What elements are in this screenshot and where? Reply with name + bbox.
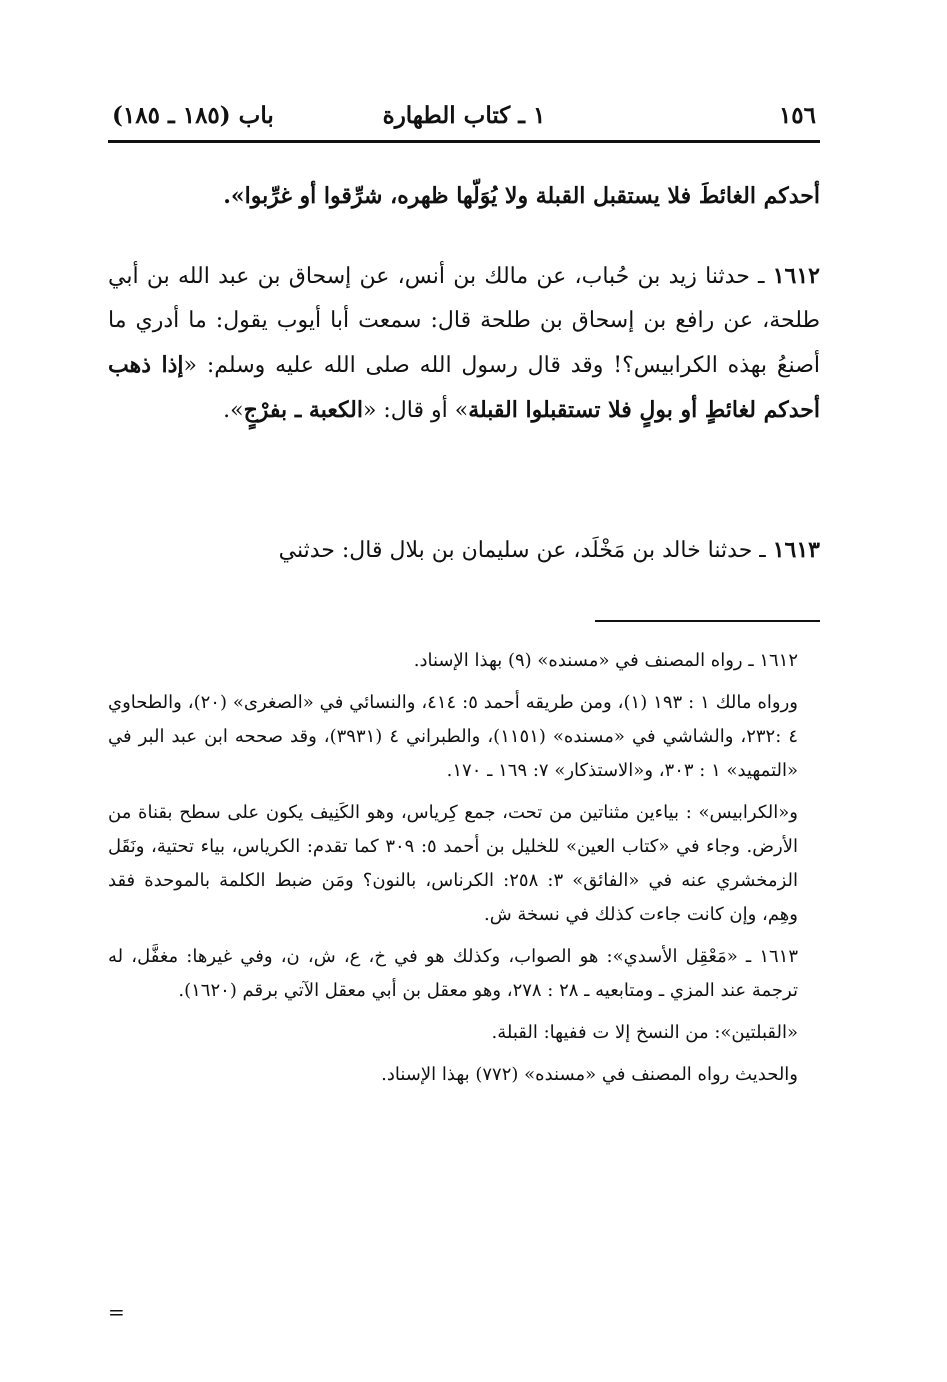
page-header (108, 96, 820, 143)
hadith-text: ـ حدثنا خالد بن مَخْلَد، عن سليمان بن بلال قال: حدثني (278, 538, 773, 563)
hadith-1612 (108, 254, 820, 433)
hadith-1613-paragraph (108, 528, 820, 573)
footnote-qiblatayn: «القبلتين»: من النسخ إلا ت ففيها: القبلة. (491, 1022, 798, 1043)
footnote-1613-source: والحديث رواه المصنف في «مسنده» (٧٧٢) بهذا الإسناد. (381, 1064, 798, 1085)
hadith-text: » أو قال: « (362, 398, 469, 423)
book-title: ١ ـ كتاب الطهارة (382, 102, 546, 129)
hadith-text: ـ حدثنا زيد بن حُباب، عن مالك بن أنس، عن إسحاق بن عبد الله بن أبي طلحة، عن رافع بن إسحاق بن طلحة قال: سمعت أبا أيوب يقول: ما أدري ما أصنعُ بهذه الكرابيس؟! وقد قال رسول الله صلى الله عليه وسلم: « (108, 264, 820, 378)
footnote-divider (595, 620, 820, 622)
footnote-1612-references: ورواه مالك ١ : ١٩٣ (١)، ومن طريقه أحمد ٥: ٤١٤، والنسائي في «الصغرى» (٢٠)، والطحاوي ٤ :٢٣٢، والشاشي في «مسنده» (١١٥١)، والطبراني ٤ (٣٩٣١)، وقد صححه ابن عبد البر في «التمهيد» ١ : ٣٠٣، و«الاستذكار» ٧: ١٦٩ ـ ١٧٠. (108, 692, 798, 781)
hadith-quote: إذا ذهب أحدكم لغائطٍ أو بولٍ فلا تستقبلوا القبلة (108, 352, 820, 423)
footnote-1613-maqil: ١٦١٣ ـ «مَعْقِل الأسدي»: هو الصواب، وكذلك هو في خ، ع، ش، ن، وفي غيرها: مغفَّل، له ترجمة عند المزي ـ ومتابعيه ـ ٢٨ : ٢٧٨، وهو معقل بن أبي معقل الآتي برقم (١٦٢٠). (108, 946, 798, 1001)
hadith-number: ١٦١٢ (772, 263, 820, 289)
chapter-title: باب (١٨٥ ـ ١٨٥) (112, 102, 274, 129)
page-number: ١٥٦ (778, 102, 816, 129)
hadith-text: ». (223, 398, 244, 423)
main-text-continuation-block (108, 176, 820, 216)
hadith-number: ١٦١٣ (772, 537, 820, 563)
hadith-1613 (108, 528, 820, 573)
hadith-1612-paragraph (108, 254, 820, 433)
footnote-karabis: و«الكرابيس» : بياءين مثناتين من تحت، جمع كِرياس، وهو الكَنِيف يكون على سطح بقناة من الأرض. وجاء في «كتاب العين» للخليل بن أحمد ٥: ٣٠٩ كما تقدم: الكرياس، بياء تحتية، ونَقَل الزمخشري عنه في «الفائق» ٣: ٢٥٨: الكرناس، بالنون؟ ومَن ضبط الكلمة بالموحدة فقد وهِم، وإن كانت جاءت كذلك في نسخة ش. (108, 802, 798, 925)
continuation-mark: = (108, 1300, 125, 1324)
footnote-1612-source: ١٦١٢ ـ رواه المصنف في «مسنده» (٩) بهذا الإسناد. (413, 650, 798, 671)
hadith-quote: الكعبة ـ بفرْجٍ (243, 397, 363, 423)
footnotes (108, 644, 820, 1100)
continuation-paragraph: أحدكم الغائطَ فلا يستقبل القبلة ولا يُوَلّها ظهره، شرِّقوا أو غرِّبوا». (223, 183, 820, 209)
